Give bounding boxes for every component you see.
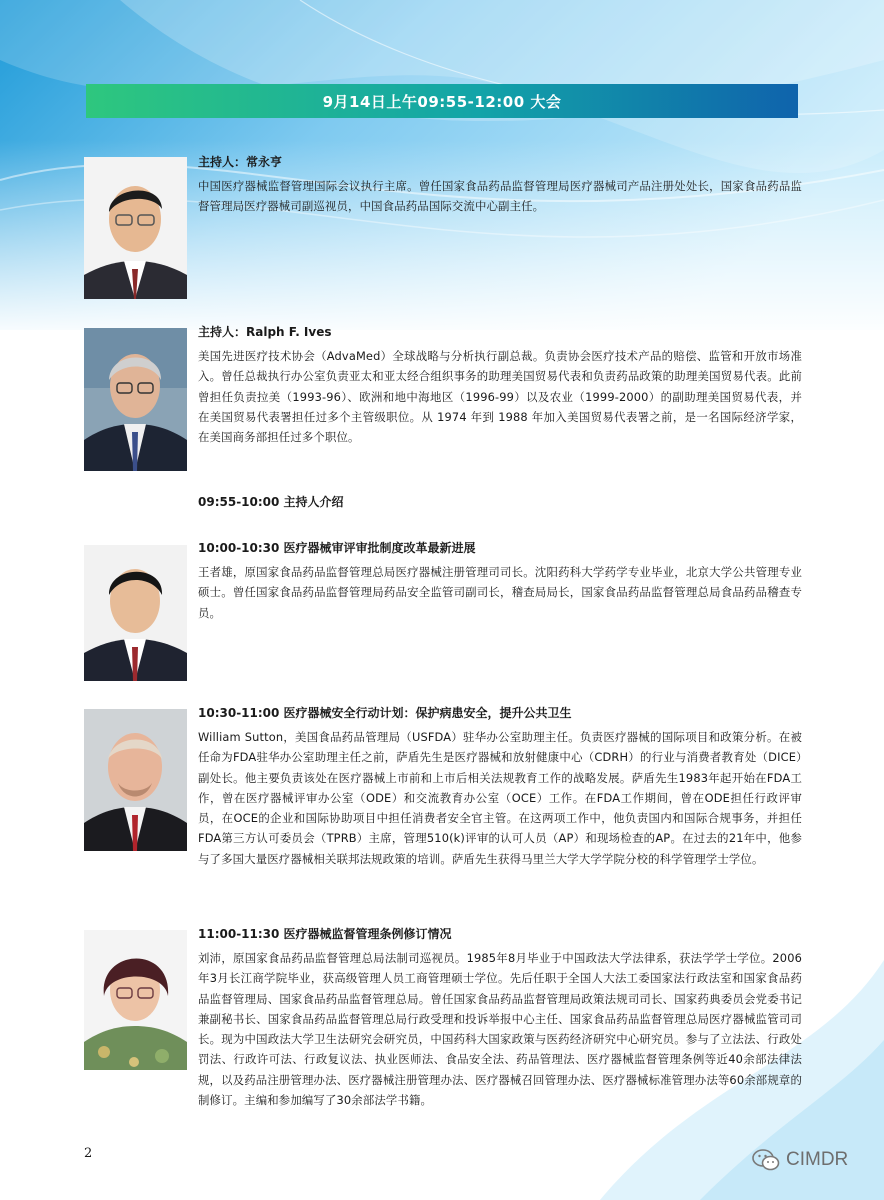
speaker-photo-william-sutton <box>84 709 187 851</box>
page-number: 2 <box>84 1146 93 1161</box>
speaker-bio: 美国先进医疗技术协会（AdvaMed）全球战略与分析执行副总裁。负责协会医疗技术产品的赔偿、监管和开放市场准入。曾任总裁执行办公室负责亚太和亚太经合组织事务的助理美国贸易代表和负责药品政策的助理美国贸易代表。此前曾担任负责拉美（1993-96）、欧洲和地中海地区（1996-99）以及农业（1999-2000）的副助理美国贸易代表，并在美国贸易代表署担任过多个主管级职位。从 1974 年到 1988 年加入美国贸易代表署之前，是一名国际经济学家，在美国商务部担任过多个职位。 <box>198 349 802 445</box>
section-host-intro <box>198 492 802 516</box>
speaker-bio: 王者雄，原国家食品药品监督管理总局医疗器械注册管理司司长。沈阳药科大学药学专业毕业，北京大学公共管理专业硕士。曾任国家食品药品监督管理局药品安全监管司副司长，稽查局局长，国家食品药品监督管理总局食品药品稽查专员。 <box>198 565 802 620</box>
speaker-photo-liu-pei <box>84 930 187 1070</box>
section-heading: 主持人：Ralph F. Ives <box>198 325 332 339</box>
section-heading: 主持人：常永亨 <box>198 155 283 169</box>
portrait-image <box>84 930 187 1070</box>
speaker-photo-wang-zhexiong <box>84 545 187 681</box>
speaker-photo-ralph-ives <box>84 328 187 471</box>
section-heading: 10:30-11:00 医疗器械安全行动计划：保护病患安全，提升公共卫生 <box>198 706 572 720</box>
wechat-icon <box>752 1148 780 1172</box>
speaker-bio: 刘沛，原国家食品药品监督管理总局法制司巡视员。1985年8月毕业于中国政法大学法律系，获法学学士学位。2006年3月长江商学院毕业，获高级管理人员工商管理硕士学位。先后任职于全国人大法工委国家法行政法室和国家食品药品监督管理局、国家食品药品监督管理总局。曾任国家食品药品监督管理局政策法规司司长、国家药典委员会党委书记兼副秘书长、国家食品药品监督管理总局行政受理和投诉举报中心主任、国家食品药品监督管理总局医疗器械监管司司长。现为中国政法大学卫生法研究会研究员，中国药科大国家政策与医药经济研究中心研究员。参与了立法法、行政处罚法、行政许可法、行政复议法、执业医师法、食品安全法、药品管理法、医疗器械监督管理条例等近40余部法律法规，以及药品注册管理办法、医疗器械注册管理办法、医疗器械召回管理办法、医疗器械标准管理办法等60余部规章的制修订。主编和参加编写了30余部法学书籍。 <box>198 951 802 1108</box>
section-heading: 10:00-10:30 医疗器械审评审批制度改革最新进展 <box>198 541 476 555</box>
speaker-photo-chang-yongheng <box>84 157 187 299</box>
session-banner-title: 9月14日上午09:55-12:00 大会 <box>322 92 562 111</box>
section-liu-pei <box>198 924 802 1110</box>
portrait-image <box>84 709 187 851</box>
section-ralph-ives <box>198 322 802 447</box>
section-heading: 09:55-10:00 主持人介绍 <box>198 495 344 509</box>
logo-text: CIMDR <box>786 1149 849 1170</box>
speaker-bio: William Sutton，美国食品药品管理局（USFDA）驻华办公室助理主任。负责医疗器械的国际项目和政策分析。在被任命为FDA驻华办公室助理主任之前，萨盾先生是医疗器械和放射健康中心（CDRH）的行业与消费者教育处（DICE）副处长。他主要负责该处在医疗器械上市前和上市后相关法规教育工作的战略发展。萨盾先生1983年起开始在FDA工作，曾在医疗器械评审办公室（ODE）和交流教育办公室（OCE）工作。在FDA工作期间，曾在ODE担任行政评审员，在OCE的企业和国际协助项目中担任消费者安全官主管。在这两项工作中，他负责国内和国际合规事务，并担任FDA第三方认可委员会（TPRB）主席，管理510(k)评审的认可人员（AP）和现场检查的AP。在过去的21年中，他参与了多国大量医疗器械相关联邦法规政策的培训。萨盾先生获得马里兰大学大学学院分校的科学管理学士学位。 <box>198 730 802 866</box>
speaker-bio: 中国医疗器械监督管理国际会议执行主席。曾任国家食品药品监督管理局医疗器械司产品注册处处长，国家食品药品监督管理局医疗器械司副巡视员，中国食品药品国际交流中心副主任。 <box>198 179 802 214</box>
portrait-image <box>84 328 187 471</box>
portrait-image <box>84 545 187 681</box>
section-heading: 11:00-11:30 医疗器械监督管理条例修订情况 <box>198 927 452 941</box>
cimdr-logo <box>752 1148 848 1172</box>
section-william-sutton <box>198 703 802 869</box>
portrait-image <box>84 157 187 299</box>
section-chang-yongheng <box>198 152 802 217</box>
session-banner <box>86 84 798 118</box>
section-wang-zhexiong <box>198 538 802 623</box>
